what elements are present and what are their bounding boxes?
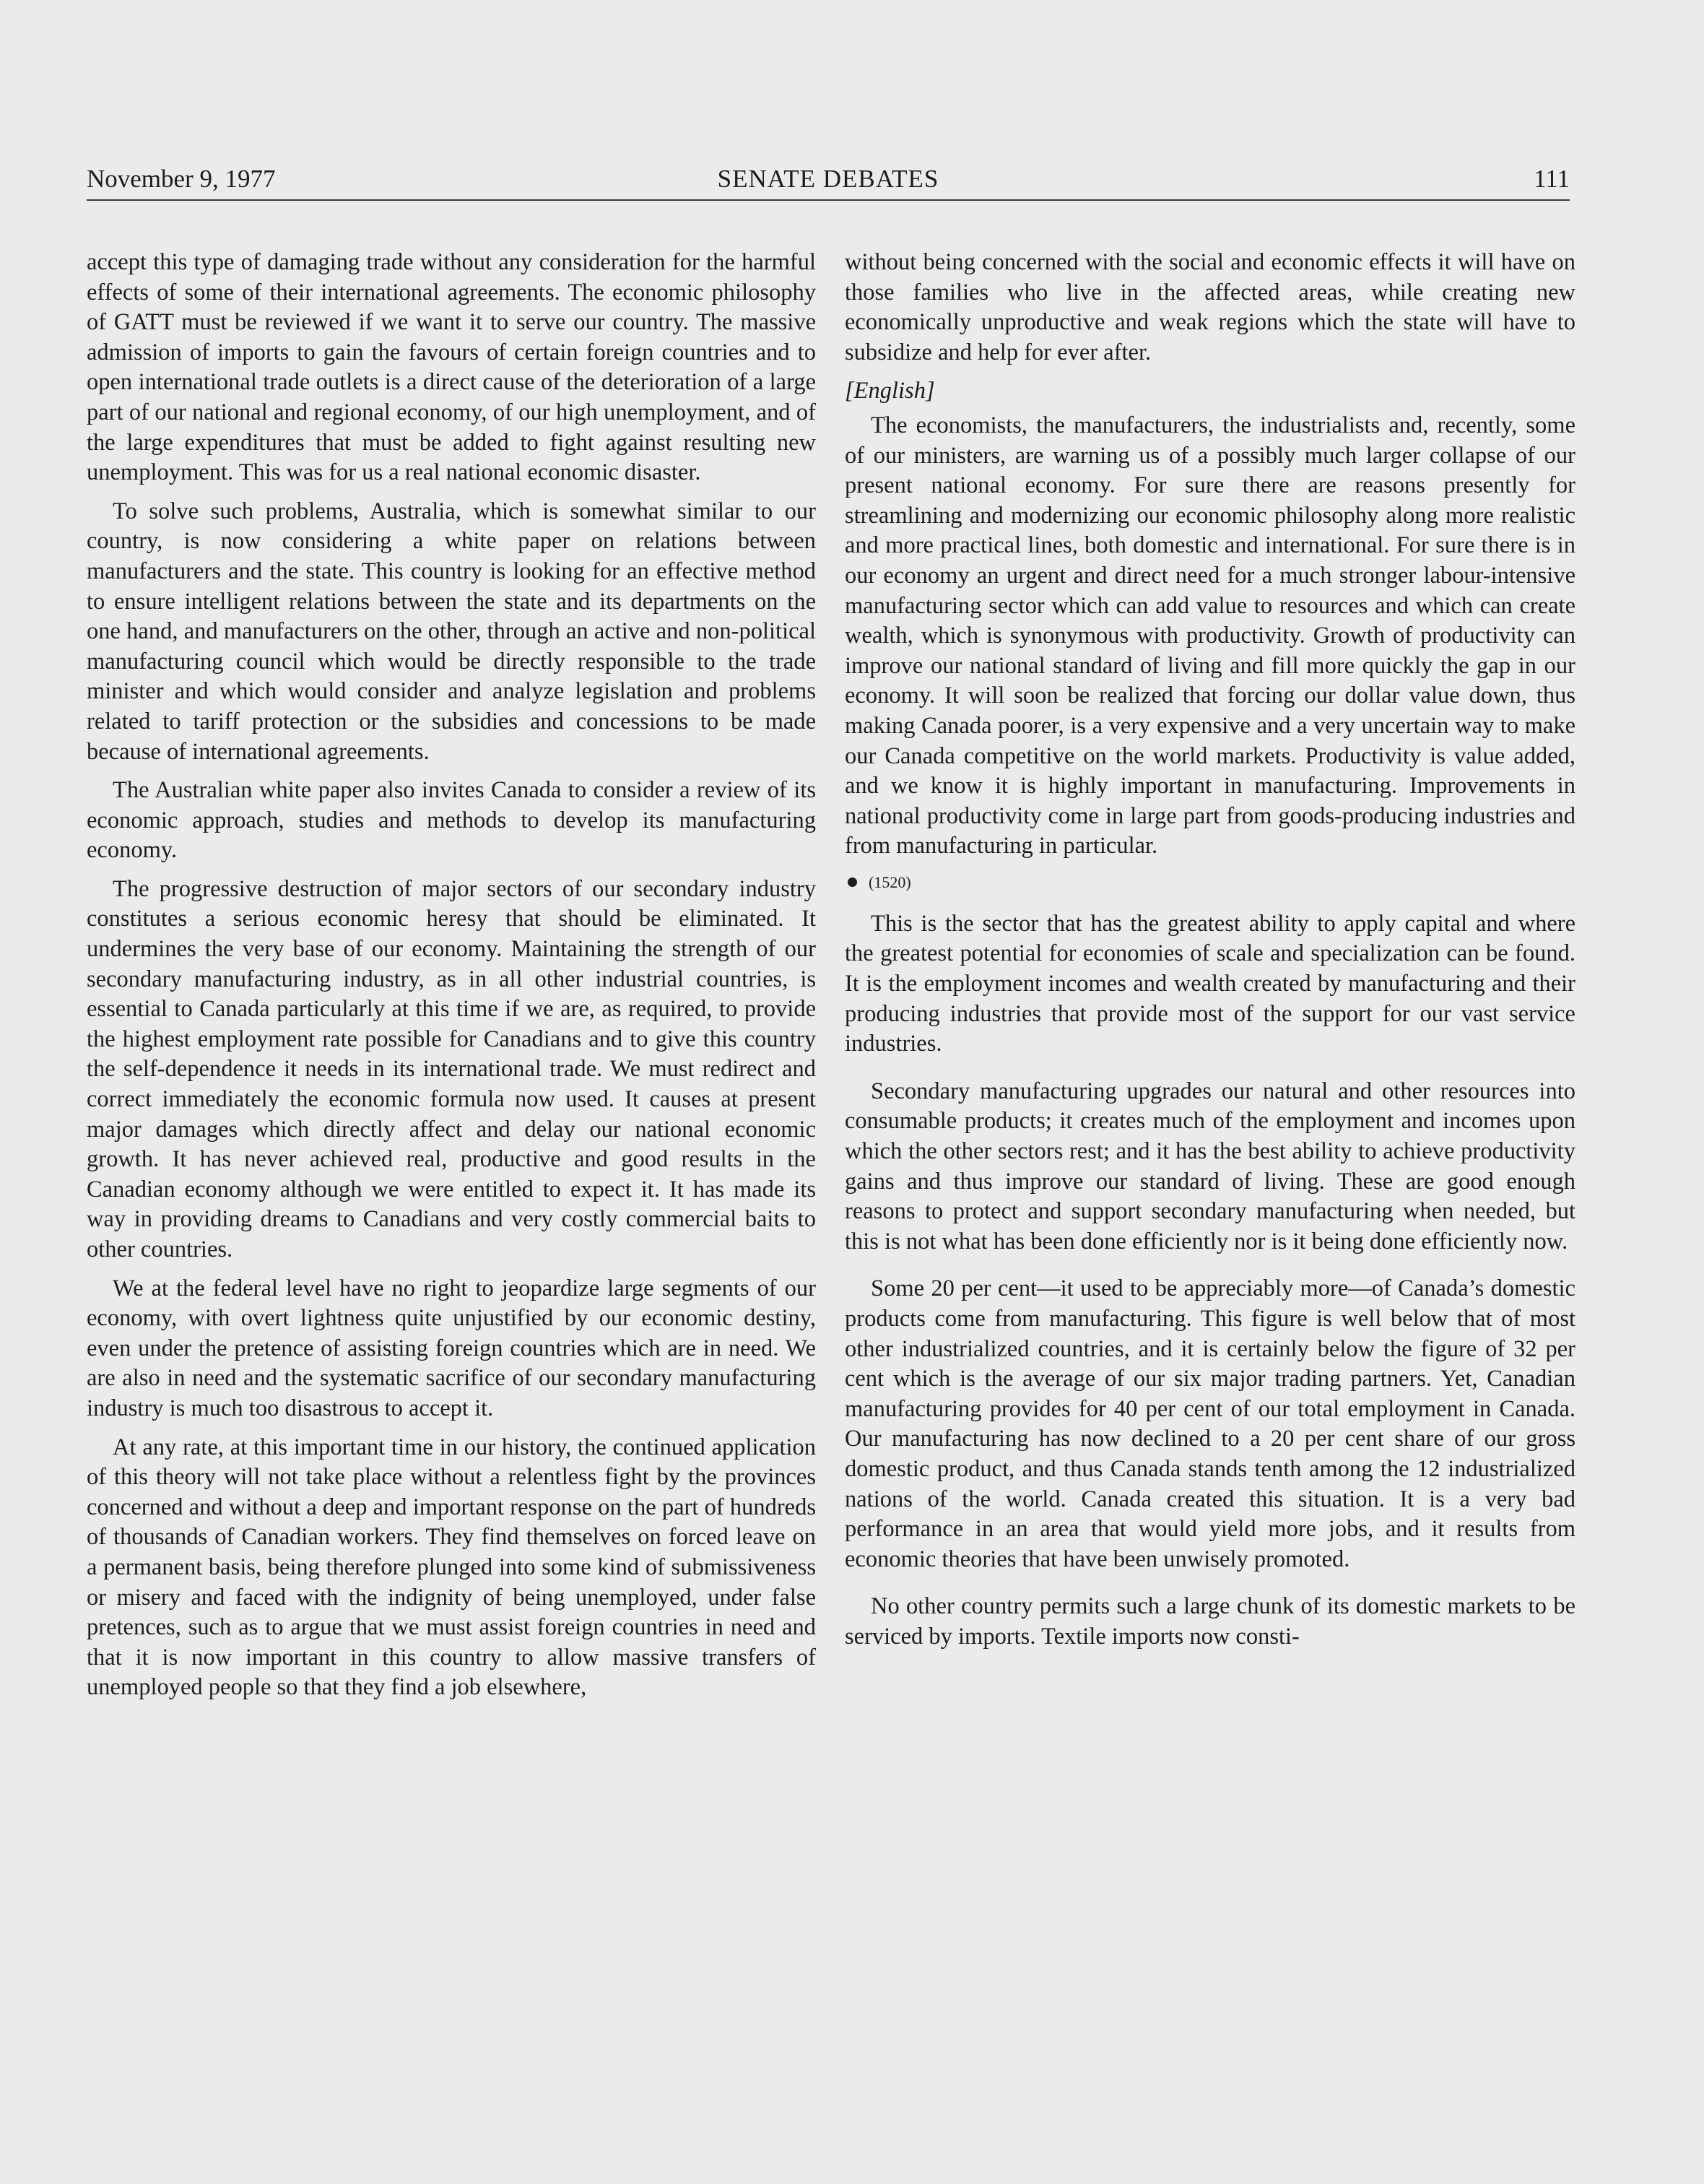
header-page-number: 111 xyxy=(1534,165,1570,193)
page-header xyxy=(87,163,1570,201)
left-column xyxy=(87,248,816,1712)
language-tag xyxy=(845,376,1575,407)
paragraph: This is the sector that has the greatest ability to apply capital and where the greatest potential for economies of scale and specialization can be found. It is the employment incomes and wealth created by manufacturing and their producing industries that provide most of the support for our vast service industries. xyxy=(845,910,1575,1057)
paragraph-continuation: without being concerned with the social and economic effects it will have on those families who live in the affected areas, while creating new economically unproductive and weak regions which the state will have to subsidize and help for ever after. xyxy=(845,249,1575,365)
language-tag-text: [English] xyxy=(845,378,935,404)
paragraph: The economists, the manufacturers, the industrialists and, recently, some of our ministers, are warning us of a possibly much larger collapse of our present national economy. For sure there are reasons presently for streamlining and modernizing our economic philosophy along more realistic and more practical lines, both domestic and international. For sure there is in our economy an urgent and direct need for a much stronger labour-intensive manufacturing sector which can add value to resources and which can create wealth, which is synonymous with productivity. Growth of productivity can improve our national standard of living and fill more quickly the gap in our economy. It will soon be realized that forcing our dollar value down, thus making Canada poorer, is a very expensive and a very uncertain way to make our Canada competitive on the world markets. Productivity is value added, and we know it is highly important in manufacturing. Improvements in national productivity come in large part from goods-producing industries and from manufacturing in particular. xyxy=(845,412,1575,859)
paragraph: Secondary manufacturing upgrades our natural and other resources into consumable products; it creates much of the employment and incomes upon which the other sectors rest; and it has the best ability to achieve productivity gains and thus improve our standard of living. These are good enough reasons to protect and support secondary manufacturing when needed, but this is not what has been done efficiently nor is it being done efficiently now. xyxy=(845,1078,1575,1254)
paragraph: To solve such problems, Australia, which is somewhat similar to our country, is now considering a white paper on relations between manufacturers and the state. This country is looking for an effective method to ensure intelligent relations between the state and its departments on the one hand, and manufacturers on the other, through an active and non-political manufacturing council which would be directly responsible to the trade minister and which would consider and analyze legislation and problems related to tariff protection or the subsidies and concessions to be made because of international agreements. xyxy=(87,498,816,765)
bullet-icon xyxy=(848,878,857,887)
header-title: SENATE DEBATES xyxy=(717,165,939,193)
paragraph: No other country permits such a large chunk of its domestic markets to be serviced by imports. Textile imports now consti- xyxy=(845,1593,1575,1650)
paragraph: At any rate, at this important time in our history, the continued application of this theory will not take place without a relentless fight by the provinces concerned and without a deep and important response on the part of hundreds of thousands of Canadian workers. They find themselves on forced leave on a permanent basis, being therefore plunged into some kind of submissiveness or misery and faced with the indignity of being unemployed, under false pretences, such as to argue that we must assist foreign countries in need and that it is now important in this country to allow massive transfers of unemployed people so that they find a job elsewhere, xyxy=(87,1434,816,1701)
right-column xyxy=(845,248,1575,1661)
time-marker xyxy=(845,872,1575,893)
paragraph: The progressive destruction of major sectors of our secondary industry constitutes a serious economic heresy that should be eliminated. It undermines the very base of our economy. Maintaining the strength of our secondary manufacturing industry, as in all other industrial countries, is essential to Canada particularly at this time if we are, as required, to provide the highest employment rate possible for Canadians and to give this country the self-dependence it needs in its international trade. We must redirect and correct immediately the economic formula now used. It causes at present major damages which directly affect and delay our national economic growth. It has never achieved real, productive and good results in the Canadian economy although we were entitled to expect it. It has made its way in providing dreams to Canadians and very costly commercial baits to other countries. xyxy=(87,875,816,1262)
paragraph: Some 20 per cent—it used to be appreciably more—of Canada’s domestic products come from manufacturing. This figure is well below that of most other industrialized countries, and it is certainly below the figure of 32 per cent which is the average of our six major trading partners. Yet, Canadian manufacturing provides for 40 per cent of our total employment in Canada. Our manufacturing has now declined to a 20 per cent share of our gross domestic product, and thus Canada stands tenth among the 12 industrialized nations of the world. Canada created this situation. It is a very bad performance in an area that would yield more jobs, and it results from economic theories that have been unwisely promoted. xyxy=(845,1275,1575,1572)
paragraph: accept this type of damaging trade without any consideration for the harmful effects of some of their international agreements. The economic philosophy of GATT must be reviewed if we want it to serve our country. The massive admission of imports to gain the favours of certain foreign countries and to open international trade outlets is a direct cause of the deterioration of a large part of our national and regional economy, of our high unemployment, and of the large expenditures that must be added to fight against resulting new unemployment. This was for us a real national economic disaster. xyxy=(87,249,816,486)
header-date: November 9, 1977 xyxy=(87,165,276,193)
paragraph: We at the federal level have no right to jeopardize large segments of our economy, with overt lightness quite unjustified by our economic destiny, even under the pretence of assisting foreign countries which are in need. We are also in need and the systematic sacrifice of our secondary manufacturing industry is much too disastrous to accept it. xyxy=(87,1275,816,1421)
paragraph: The Australian white paper also invites Canada to consider a review of its economic approach, studies and methods to develop its manufacturing economy. xyxy=(87,777,816,864)
time-marker-text: (1520) xyxy=(869,872,911,891)
